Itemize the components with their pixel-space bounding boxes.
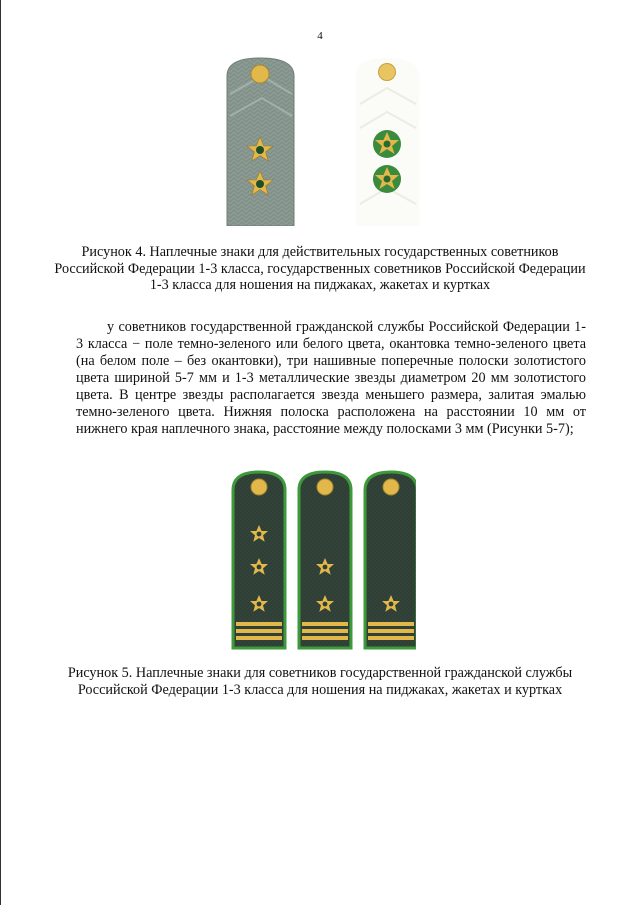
- gold-stripe: [302, 636, 348, 640]
- shoulder-board-3-stars: [233, 472, 285, 648]
- gold-stripe: [236, 636, 282, 640]
- shoulder-board-2-stars: [299, 472, 351, 648]
- gold-button: [251, 479, 267, 495]
- figure-4-image: [222, 54, 432, 226]
- gold-stripe: [236, 629, 282, 633]
- gold-stripe: [236, 622, 282, 626]
- scan-edge-line: [0, 0, 1, 905]
- gold-stripe: [302, 622, 348, 626]
- star-icon: [373, 130, 401, 158]
- gold-stripe: [368, 636, 414, 640]
- body-paragraph: у советников государственной гражданской службы Российской Федерации 1-3 класса − поле темно-зеленого или белого цвета, окантовка темно-зеленого цвета (на белом поле – без окантовки), три нашивные поперечные полоски золотистого цвета шириной 5-7 мм и 1-3 металлические звезды диаметром 20 мм золотистого цвета. В центре звезды располагается звезда меньшего размера, залитая эмалью темно-зеленого цвета. Нижняя полоска расположена на расстоянии 10 мм от нижнего края наплечного знака, расстояние между полосками 3 мм (Рисунки 5-7);: [76, 319, 586, 437]
- figure-5-caption: Рисунок 5. Наплечные знаки для советников государственной гражданской службы Российской Федерации 1-3 класса для ношения на пиджаках, жакетах и куртках: [67, 665, 573, 698]
- figure-5-image: [230, 470, 416, 650]
- gold-stripe: [302, 629, 348, 633]
- figure-4-caption: Рисунок 4. Наплечные знаки для действительных государственных советников Российской Федерации 1-3 класса, государственных советников Российской Федерации 1-3 класса для ношения на пиджаках, жакетах и куртках: [54, 244, 586, 293]
- shoulder-board-1-star: [365, 472, 416, 648]
- gold-stripe: [368, 622, 414, 626]
- white-shoulder-board: [356, 58, 419, 226]
- gold-stripe: [368, 629, 414, 633]
- page-number: 4: [317, 30, 323, 42]
- star-icon: [373, 165, 401, 193]
- gold-button: [317, 479, 333, 495]
- grey-shoulder-board: [227, 58, 294, 226]
- gold-button: [379, 64, 396, 81]
- gold-button: [251, 65, 269, 83]
- gold-button: [383, 479, 399, 495]
